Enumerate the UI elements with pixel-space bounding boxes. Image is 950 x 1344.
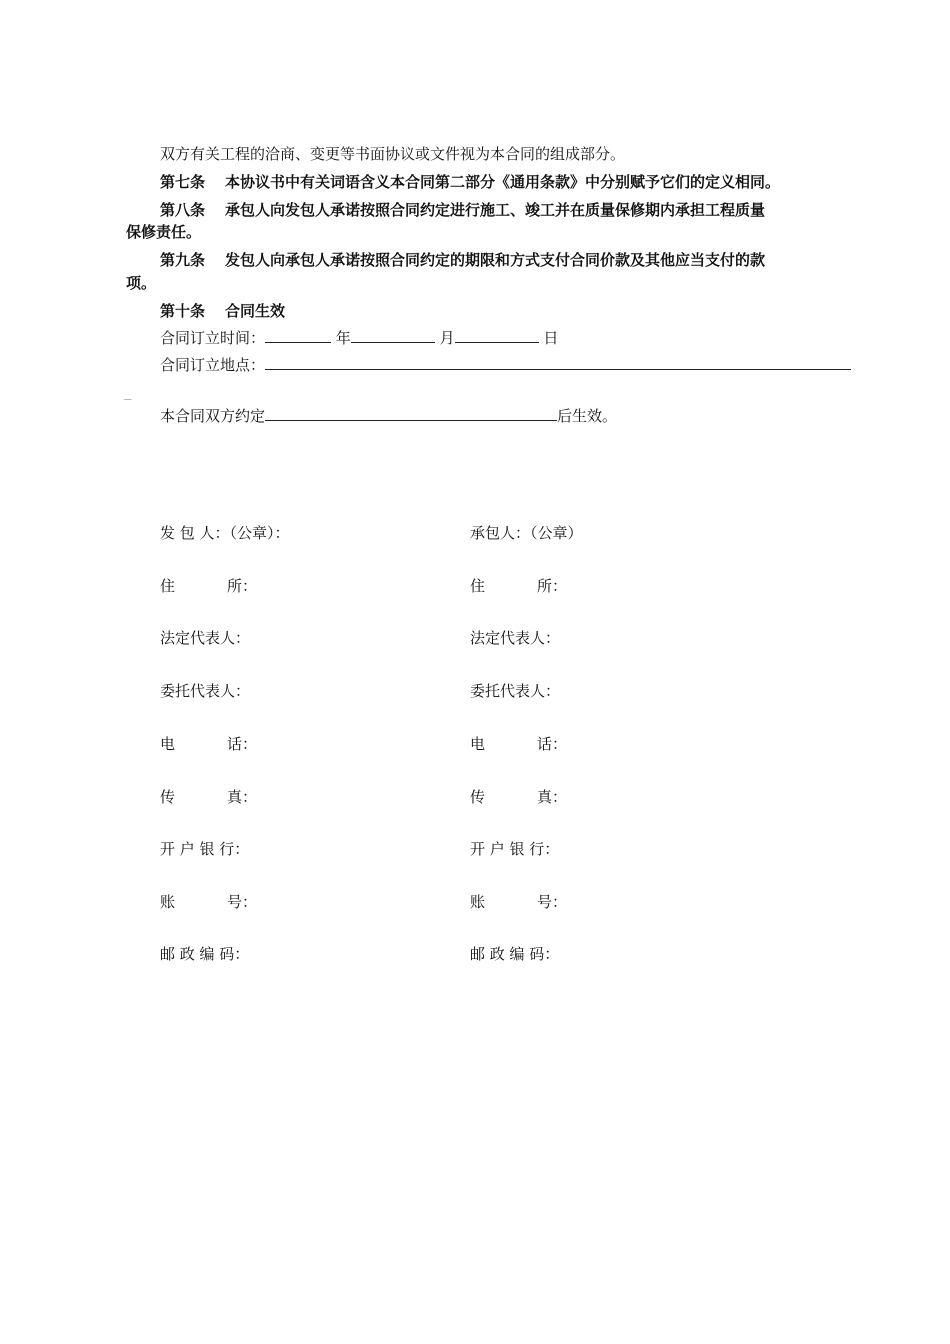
- right-phone: [470, 734, 567, 754]
- right-fax-a: 传: [470, 788, 486, 806]
- contractor-title: 承包人：（公章）: [470, 524, 583, 542]
- left-address-b: 所：: [227, 577, 258, 595]
- article-text: 合同生效: [225, 302, 286, 320]
- right-address: [470, 576, 567, 596]
- day-label: 日: [543, 329, 559, 347]
- article-text: 发包人向承包人承诺按照合同约定的期限和方式支付合同价款及其他应当支付的款: [225, 251, 766, 269]
- place-blank[interactable]: [265, 355, 851, 370]
- right-postcode: 邮 政 编 码：: [470, 945, 560, 963]
- right-fax: [470, 787, 567, 807]
- right-address-b: 所：: [537, 577, 568, 595]
- contractor-owner-title: 发 包 人：（公章）：: [160, 524, 290, 542]
- article-8-continuation: 保修责任。: [126, 223, 202, 241]
- left-account-b: 号：: [227, 893, 258, 911]
- right-legal-rep: 法定代表人：: [470, 629, 561, 647]
- article-9-continuation: 项。: [126, 274, 157, 292]
- left-fax-b: 真：: [227, 788, 258, 806]
- article-10: [160, 301, 285, 321]
- sign-place-label: 合同订立地点：: [160, 356, 266, 374]
- right-agent: 委托代表人：: [470, 682, 561, 700]
- right-account: [470, 892, 567, 912]
- effective-prefix: 本合同双方约定: [160, 407, 266, 425]
- left-agent: 委托代表人：: [160, 682, 251, 700]
- day-blank[interactable]: [455, 328, 539, 343]
- left-account: [160, 892, 257, 912]
- article-label: 第七条: [160, 173, 206, 191]
- intro-paragraph: 双方有关工程的洽商、变更等书面协议或文件视为本合同的组成部分。: [160, 145, 626, 163]
- right-phone-b: 话：: [537, 735, 568, 753]
- year-blank[interactable]: [265, 328, 331, 343]
- right-phone-a: 电: [470, 735, 486, 753]
- article-9: [160, 250, 765, 270]
- article-text: 本协议书中有关词语含义本合同第二部分《通用条款》中分别赋予它们的定义相同。: [225, 173, 781, 191]
- right-bank: 开 户 银 行：: [470, 840, 560, 858]
- article-7: [160, 172, 780, 192]
- left-phone-a: 电: [160, 735, 176, 753]
- sign-place-line: [160, 355, 851, 375]
- left-account-a: 账: [160, 893, 176, 911]
- left-postcode: 邮 政 编 码：: [160, 945, 250, 963]
- article-8: [160, 200, 765, 220]
- right-address-a: 住: [470, 577, 486, 595]
- article-label: 第九条: [160, 251, 206, 269]
- effective-line: [160, 406, 617, 426]
- article-label: 第八条: [160, 201, 206, 219]
- left-address-a: 住: [160, 577, 176, 595]
- right-account-b: 号：: [537, 893, 568, 911]
- left-bank: 开 户 银 行：: [160, 840, 250, 858]
- left-phone: [160, 734, 257, 754]
- month-blank[interactable]: [351, 328, 435, 343]
- sign-time-label: 合同订立时间：: [160, 329, 266, 347]
- left-fax-a: 传: [160, 788, 176, 806]
- left-fax: [160, 787, 257, 807]
- right-fax-b: 真：: [537, 788, 568, 806]
- month-label: 月: [439, 329, 455, 347]
- sign-time-line: [160, 328, 558, 348]
- effective-blank[interactable]: [265, 406, 557, 421]
- effective-suffix: 后生效。: [557, 407, 618, 425]
- article-label: 第十条: [160, 302, 206, 320]
- year-label: 年: [335, 329, 351, 347]
- place-blank-continuation: _: [124, 382, 132, 400]
- left-legal-rep: 法定代表人：: [160, 629, 251, 647]
- article-text: 承包人向发包人承诺按照合同约定进行施工、竣工并在质量保修期内承担工程质量: [225, 201, 766, 219]
- left-phone-b: 话：: [227, 735, 258, 753]
- right-account-a: 账: [470, 893, 486, 911]
- left-address: [160, 576, 257, 596]
